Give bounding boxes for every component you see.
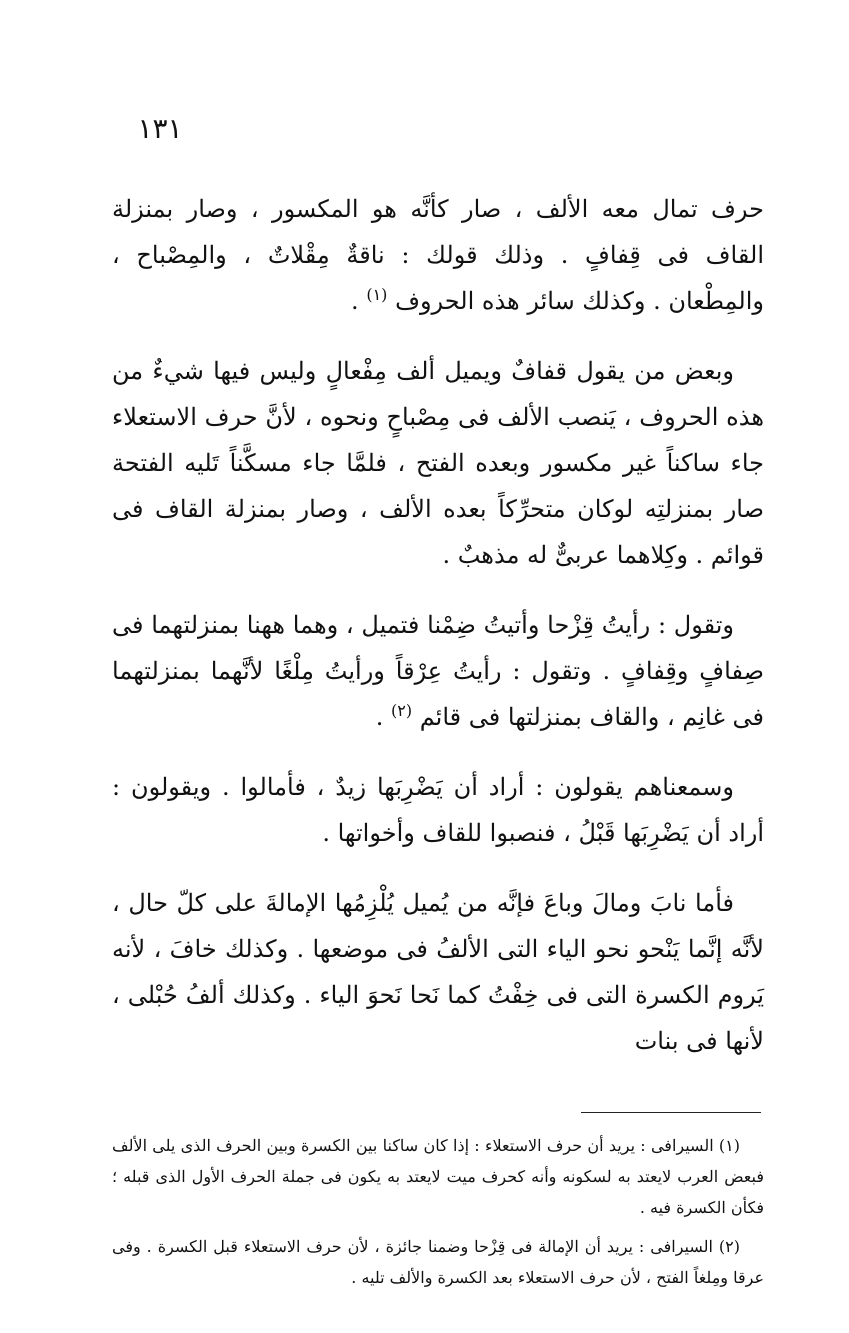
footnote-divider [581, 1112, 761, 1113]
footnote-ref-2: (٢) [390, 701, 413, 720]
footnotes [112, 1130, 764, 1301]
paragraph-3 [112, 602, 764, 740]
paragraph-3-end: . [375, 703, 384, 731]
paragraph-1-text: حرف تمال معه الألف ، صار كأنَّه هو المكسور ، وصار بمنزلة القاف فى قِفافٍ . وذلك قولك : ناقةٌ مِقْلاتٌ ، والمِصْباح ، والمِطْعان . وكذلك سائر هذه الحروف [112, 195, 765, 315]
main-text [112, 186, 764, 1088]
paragraph-3-text: وتقول : رأيتُ قِزْحا وأتيتُ ضِمْنا فتميل ، وهما ههنا بمنزلتهما فى صِفافٍ وقِفافٍ . وتقول : رأيتُ عِرْقاً ورأيتُ مِلْغًا لأنَّهما بمنزلتهما فى غانِم ، والقاف بمنزلتها فى قائم [112, 611, 764, 731]
footnote-ref-1: (١) [366, 285, 388, 304]
paragraph-5: فأما نابَ ومالَ وباعَ فإنَّه من يُميل يُلْزِمُها الإمالةَ على كلّ حال ، لأنَّه إنَّما يَنْحو نحو الياء التى الألفُ فى موضعها . وكذلك خافَ ، لأنه يَروم الكسرة التى فى خِفْتُ كما نَحا نَحوَ الياء . وكذلك ألفُ حُبْلى ، لأنها فى بنات [112, 889, 764, 1055]
footnote-2: (٢) السيرافى : يريد أن الإمالة فى قِزْحا وضمنا جائزة ، لأن حرف الاستعلاء قبل الكسرة . وفى عرقا ومِلغاً الفتح ، لأن حرف الاستعلاء بعد الكسرة والألف تليه . [112, 1237, 764, 1287]
paragraph-4: وسمعناهم يقولون : أراد أن يَضْرِبَها زيدٌ ، فأمالوا . ويقولون : أراد أن يَضْرِبَها قَبْلُ ، فنصبوا للقاف وأخواتها . [112, 773, 764, 847]
paragraph-2: وبعض من يقول قفافٌ ويميل ألف مِفْعالٍ وليس فيها شيءٌ من هذه الحروف ، يَنصب الألف فى مِصْباحٍ ونحوه ، لأنَّ حرف الاستعلاء جاء ساكناً غير مكسور وبعده الفتح ، فلمَّا جاء مسكَّناً تَليه الفتحة صار بمنزلتِه لوكان متحرِّكاً بعده الألف ، وصار بمنزلة القاف فى قوائم . وكِلاهما عربىٌّ له مذهبٌ . [112, 357, 764, 569]
page-number: ١٣١ [137, 112, 183, 145]
footnote-1: (١) السيرافى : يريد أن حرف الاستعلاء : إذا كان ساكنا بين الكسرة وبين الحرف الذى يلى الألف فبعض العرب لايعتد به لسكونه وأنه كحرف ميت لايعتد به يكون فى جملة الحرف الأول الذى قبله ؛ فكأن الكسرة فيه . [112, 1136, 764, 1217]
paragraph-1-end: . [351, 287, 359, 315]
paragraph-1 [112, 186, 764, 324]
